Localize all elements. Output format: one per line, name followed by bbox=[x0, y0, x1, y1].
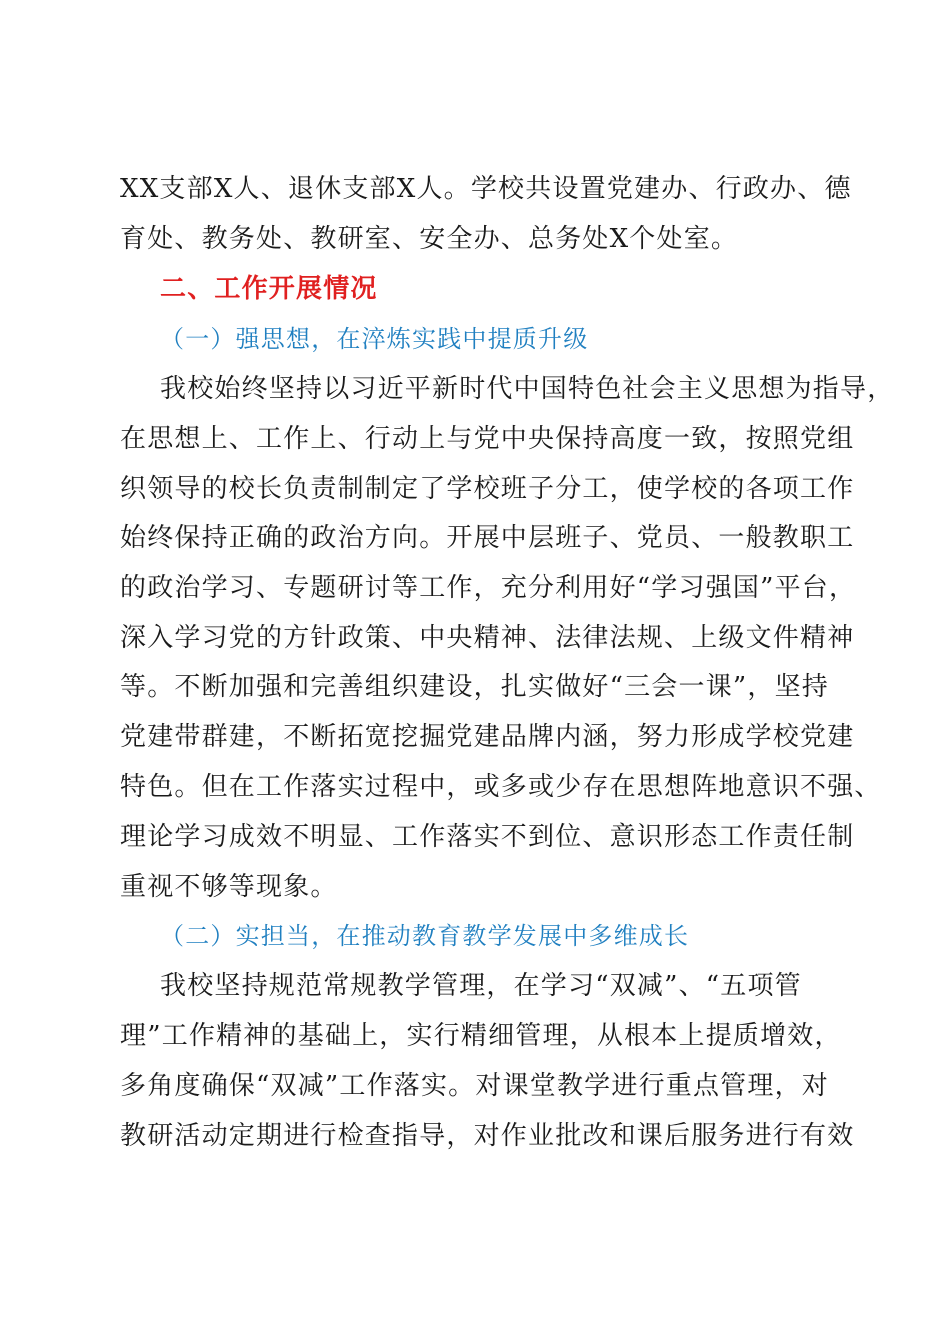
paragraph-line: 始终保持正确的政治方向。开展中层班子、党员、一般教职工 bbox=[120, 523, 855, 553]
paragraph-line: 织领导的校长负责制制定了学校班子分工，使学校的各项工作 bbox=[120, 474, 855, 504]
paragraph-line: 等。不断加强和完善组织建设，扎实做好“三会一课”，坚持 bbox=[120, 672, 829, 702]
paragraph-line: 重视不够等现象。 bbox=[120, 872, 338, 902]
paragraph-line: 多角度确保“双减”工作落实。对课堂教学进行重点管理，对 bbox=[120, 1071, 829, 1101]
subsection-heading: （二）实担当，在推动教育教学发展中多维成长 bbox=[160, 922, 690, 950]
paragraph-line: 的政治学习、专题研讨等工作，充分利用好“学习强国”平台， bbox=[120, 573, 857, 603]
subsection-heading: （一）强思想，在淬炼实践中提质升级 bbox=[160, 325, 589, 353]
paragraph-line: 理”工作精神的基础上，实行精细管理，从根本上提质增效， bbox=[120, 1021, 842, 1051]
paragraph-line: 理论学习成效不明显、工作落实不到位、意识形态工作责任制 bbox=[120, 822, 855, 852]
paragraph-line: 我校始终坚持以习近平新时代中国特色社会主义思想为指导， bbox=[160, 374, 895, 404]
paragraph-line: 深入学习党的方针政策、中央精神、法律法规、上级文件精神 bbox=[120, 623, 855, 653]
paragraph-line: 教研活动定期进行检查指导，对作业批改和课后服务进行有效 bbox=[120, 1121, 855, 1151]
paragraph-line: 育处、教务处、教研室、安全办、总务处X个处室。 bbox=[120, 224, 739, 254]
paragraph-line: XX支部X人、退休支部X人。学校共设置党建办、行政办、德 bbox=[120, 174, 852, 204]
section-heading: 二、工作开展情况 bbox=[160, 274, 378, 304]
paragraph-line: 我校坚持规范常规教学管理，在学习“双减”、“五项管 bbox=[160, 971, 802, 1001]
paragraph-line: 在思想上、工作上、行动上与党中央保持高度一致，按照党组 bbox=[120, 424, 855, 454]
paragraph-line: 特色。但在工作落实过程中，或多或少存在思想阵地意识不强、 bbox=[120, 772, 882, 802]
paragraph-line: 党建带群建，不断拓宽挖掘党建品牌内涵，努力形成学校党建 bbox=[120, 722, 855, 752]
